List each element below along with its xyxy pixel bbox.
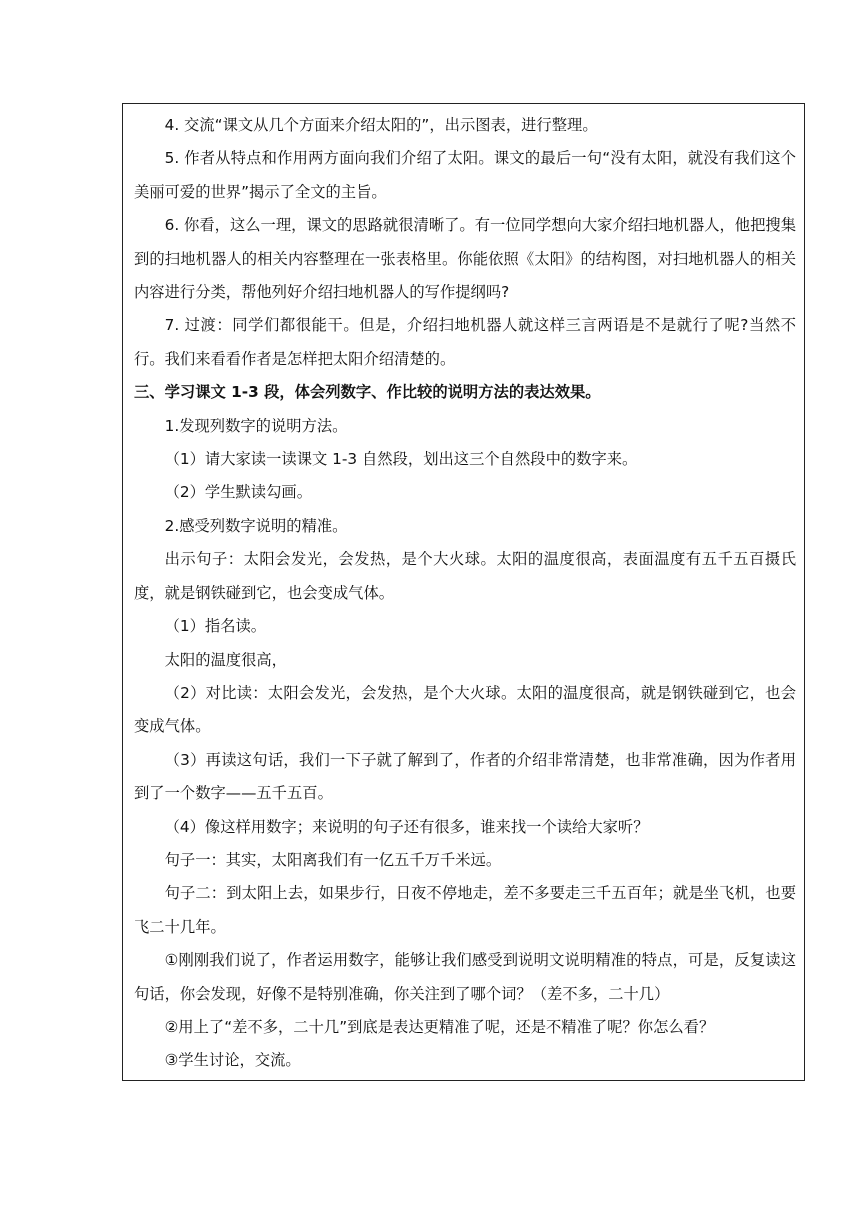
paragraph-circle-2: ②用上了“差不多，二十几”到底是表达更精准了呢，还是不精准了呢？你怎么看？ [164,1017,715,1036]
paragraph-circle-1: ①刚刚我们说了，作者运用数字，能够让我们感受到说明文说明精准的特点，可是，反复读这句话，你会发现，好像不是特别准确，你关注到了哪个词？（差不多，二十几） [134,951,796,1003]
paragraph-sentence-1: 句子一：其实，太阳离我们有一亿五千万千米远。 [164,850,502,869]
paragraph-compare-read: （2）对比读：太阳会发光，会发热，是个大火球。太阳的温度很高，就是钢铁碰到它，也会变成气体。 [134,683,796,736]
lesson-plan-content [134,109,796,1078]
paragraph-item-1: （1）请大家读一读课文 1-3 自然段，划出这三个自然段中的数字来。 [164,450,638,469]
paragraph-circle-3: ③学生讨论，交流。 [164,1051,301,1070]
paragraph-step-4: 4. 交流“课文从几个方面来介绍太阳的”，出示图表，进行整理。 [164,116,598,134]
paragraph-feel-precision: 2.感受列数字说明的精准。 [164,516,348,535]
paragraph-reread: （3）再读这句话，我们一下子就了解到了，作者的介绍非常清楚，也非常准确，因为作者用到了一个数字——五千五百。 [134,750,796,803]
paragraph-step-7: 7. 过渡：同学们都很能干。但是，介绍扫地机器人就这样三言两语是不是就行了呢?当然不行。我们来看看作者是怎样把太阳介绍清楚的。 [134,316,796,368]
paragraph-discover-numbers: 1.发现列数字的说明方法。 [164,416,348,435]
paragraph-read-aloud: （1）指名读。 [164,617,267,636]
section-heading-3: 三、学习课文 1-3 段，体会列数字、作比较的说明方法的表达效果。 [134,383,601,402]
paragraph-item-2: （2）学生默读勾画。 [164,483,312,502]
paragraph-step-6: 6. 你看，这么一理，课文的思路就很清晰了。有一位同学想向大家介绍扫地机器人，他把搜集到的扫地机器人的相关内容整理在一张表格里。你能依照《太阳》的结构图，对扫地机器人的相关内容进行分类，帮他列好介绍扫地机器人的写作提纲吗? [134,216,796,302]
paragraph-step-5: 5. 作者从特点和作用两方面向我们介绍了太阳。课文的最后一句“没有太阳，就没有我们这个美丽可爱的世界”揭示了全文的主旨。 [134,149,796,201]
paragraph-sentence-2: 句子二：到太阳上去，如果步行，日夜不停地走，差不多要走三千五百年；就是坐飞机，也要飞二十几年。 [134,884,796,936]
paragraph-find-more: （4）像这样用数字；来说明的句子还有很多，谁来找一个读给大家听？ [164,817,649,836]
paragraph-show-sentence: 出示句子：太阳会发光，会发热，是个大火球。太阳的温度很高，表面温度有五千五百摄氏度，就是钢铁碰到它，也会变成气体。 [134,550,796,602]
paragraph-sun-hot: 太阳的温度很高， [164,650,287,669]
